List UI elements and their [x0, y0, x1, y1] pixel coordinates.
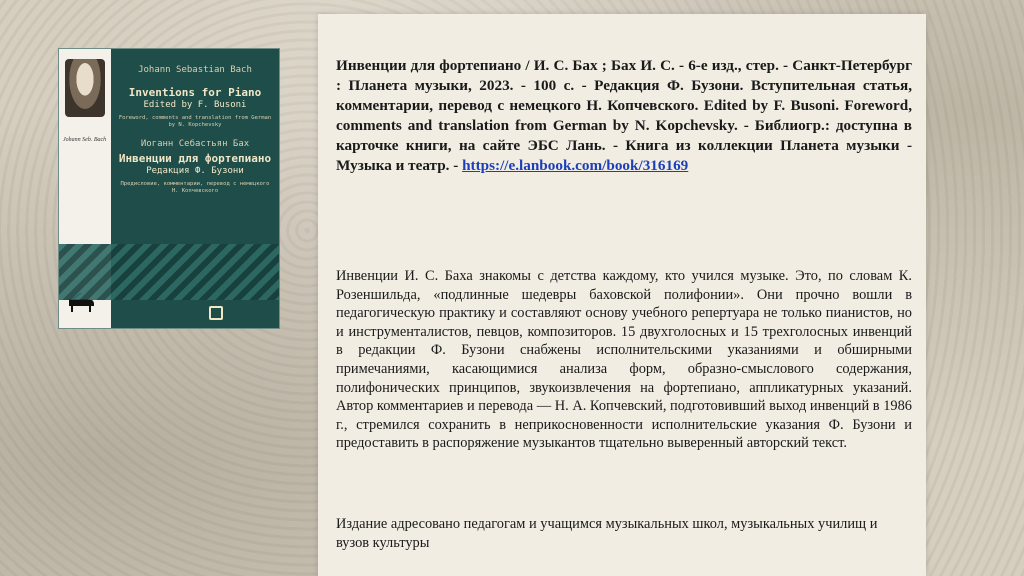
- cover-author-ru: Иоганн Себастьян Бах: [140, 139, 250, 149]
- cover-title-en: Inventions for Piano: [128, 86, 262, 100]
- bibliographic-citation: [336, 56, 912, 176]
- citation-text: Инвенции для фортепиано / И. С. Бах ; Бах И. С. - 6-е изд., стер. - Санкт-Петербург : Планета музыки, 2023. - 100 с. - Редакция Ф. Бузони. Вступительная статья, комментарии, перевод с немецкого Н. Копчевского. Edited by F. Busoni. Foreword, comments and translation from German by N. Kopchevsky. - Библиогр.: доступна в карточке книги, на сайте ЭБС Лань. - Книга из коллекции Планета музыки - Музыка и театр. -: [336, 57, 912, 174]
- cover-author-en: Johann Sebastian Bach: [138, 65, 252, 75]
- cover-foreword-ru: Предисловие, комментарии, перевод с немецкого Н. Копчевского: [120, 181, 270, 195]
- description-paragraph-2: Издание адресовано педагогам и учащимся музыкальных школ, музыкальных училищ и вузов культуры: [336, 516, 878, 551]
- cover-title-ru: Инвенции для фортепиано: [118, 152, 272, 166]
- cover-foreword-en: Foreword, comments and translation from German by N. Kopchevsky: [118, 115, 272, 129]
- description-paragraph-1: Инвенции И. С. Баха знакомы с детства каждому, кто учился музыке. Это, по словам К. Розеншильда, «подлинные шедевры баховской полифонии». Они прочно вошли в педагогическую практику и составляют основу учебного репертуара не только пианистов, но и инструменталистов, певцов, композиторов. 15 двухголосных и 15 трехголосных инвенций в редакции Ф. Бузони снабжены исполнительскими указаниями и обширными примечаниями, касающимися анализа форм, образно-смыслового содержания, полифонических принципов, звукоизвлечения на фортепиано, аппликатурных указаний. Автор комментариев и перевода — Н. А. Копчевский, подготовивший выход инвенций в 1986 г., стремился сохранить в неприкосновенности исполнительские указания Ф. Бузони и предоставить в распоряжение музыкантов тщательно выверенный авторский текст.: [336, 268, 912, 452]
- cover-edited-ru: Редакция Ф. Бузони: [146, 166, 244, 176]
- publisher-logo-icon: [209, 306, 223, 320]
- cover-edited-en: Edited by F. Busoni: [143, 100, 247, 110]
- bach-portrait-image: [65, 59, 105, 117]
- cover-keyboard-pattern: [59, 244, 279, 300]
- book-cover-image: [58, 48, 280, 329]
- book-link[interactable]: https://e.lanbook.com/book/316169: [462, 157, 689, 174]
- signature-image: Johann Seb. Bach: [63, 137, 107, 143]
